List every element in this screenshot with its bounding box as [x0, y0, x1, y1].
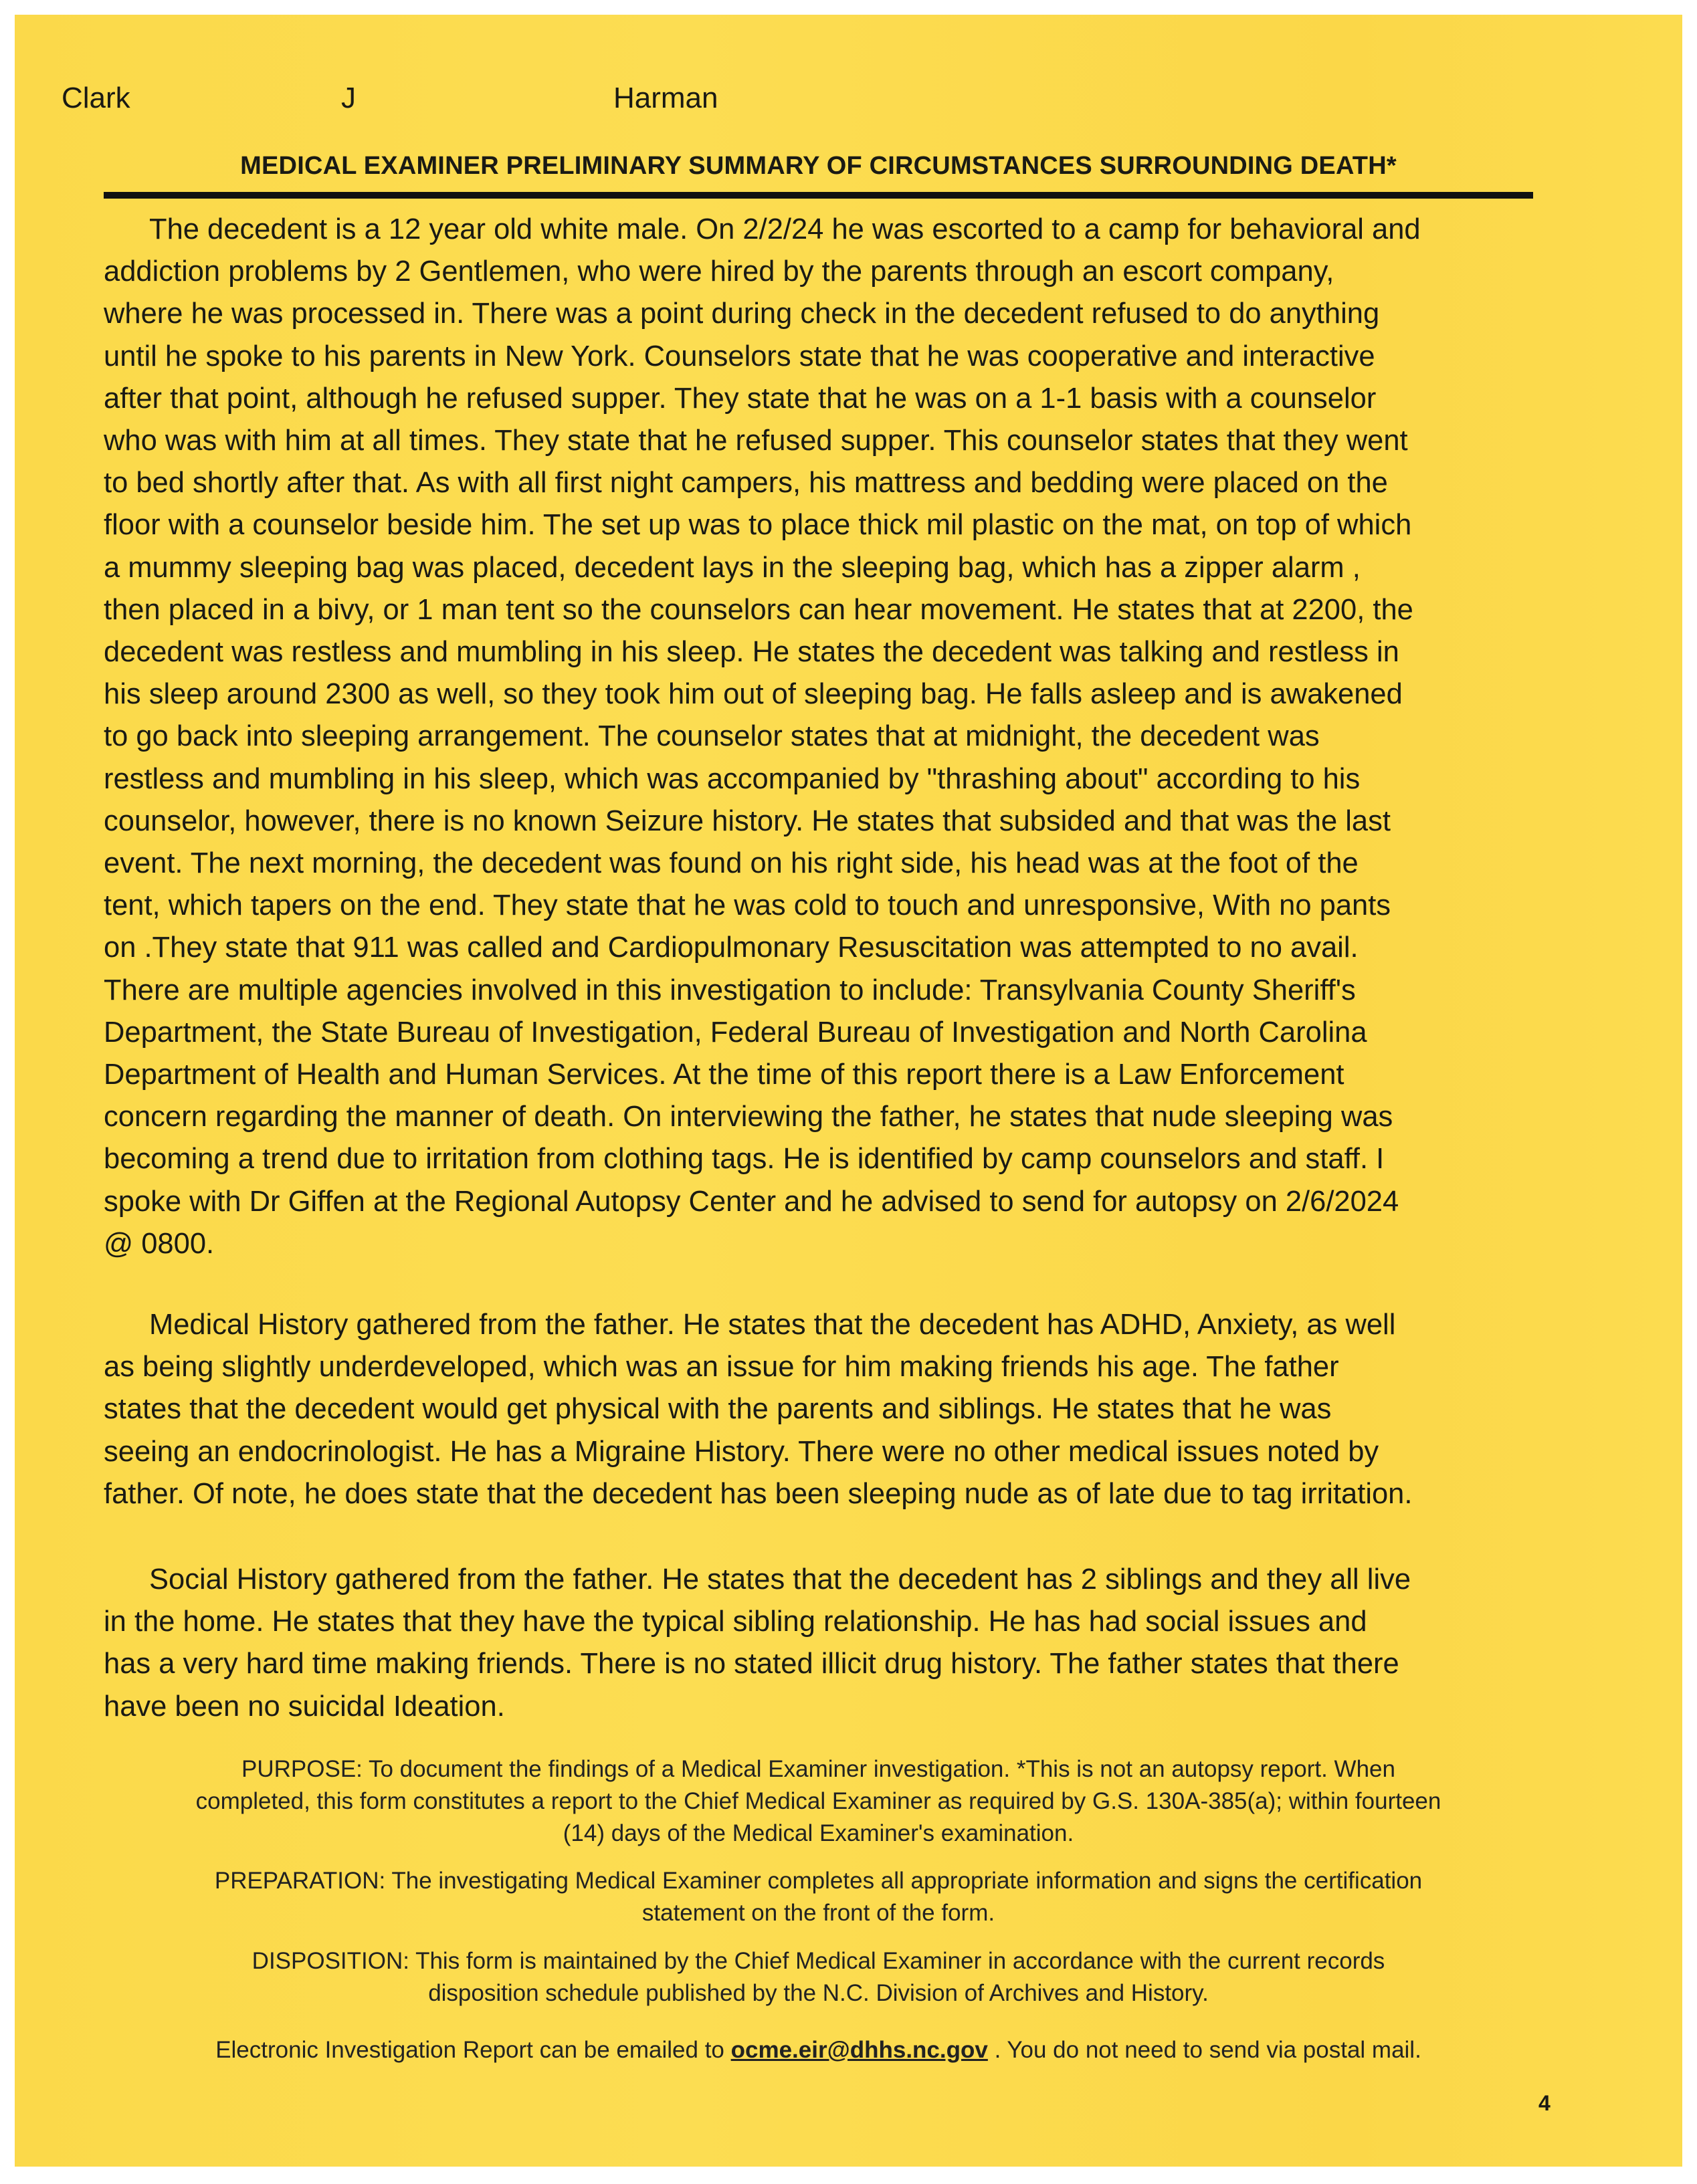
- text-line: seeing an endocrinologist. He has a Migraine History. There were no other medical issues noted by: [104, 1435, 1379, 1468]
- text-line: spoke with Dr Giffen at the Regional Autopsy Center and he advised to send for autopsy on 2/6/2024: [104, 1185, 1399, 1218]
- text-line: Social History gathered from the father. He states that the decedent has 2 siblings and they all live: [149, 1563, 1411, 1596]
- text-line: then placed in a bivy, or 1 man tent so the counselors can hear movement. He states that at 2200, the: [104, 593, 1413, 626]
- text-line: There are multiple agencies involved in this investigation to include: Transylvania County Sheriff's: [104, 974, 1356, 1006]
- note-line: PREPARATION: The investigating Medical Examiner completes all appropriate information and signs the certification: [214, 1868, 1423, 1894]
- disposition-note: [104, 1945, 1533, 2009]
- text-line: to go back into sleeping arrangement. The counselor states that at midnight, the decedent was: [104, 720, 1320, 753]
- email-note-suffix: . You do not need to send via postal mail.: [987, 2037, 1421, 2063]
- text-line: becoming a trend due to irritation from clothing tags. He is identified by camp counselors and staff. I: [104, 1143, 1385, 1176]
- text-line: decedent was restless and mumbling in his sleep. He states the decedent was talking and restless in: [104, 636, 1399, 669]
- text-line: until he spoke to his parents in New York. Counselors state that he was cooperative and interactive: [104, 340, 1375, 372]
- preparation-note: [104, 1865, 1533, 1929]
- text-line: floor with a counselor beside him. The set up was to place thick mil plastic on the mat, on top of which: [104, 509, 1412, 542]
- text-line: Medical History gathered from the father. He states that the decedent has ADHD, Anxiety, as well: [149, 1309, 1396, 1341]
- email-note: [104, 2034, 1533, 2066]
- text-line: Department, the State Bureau of Investigation, Federal Bureau of Investigation and North Carolina: [104, 1016, 1367, 1049]
- text-line: Department of Health and Human Services. At the time of this report there is a Law Enforcement: [104, 1059, 1344, 1091]
- text-line: addiction problems by 2 Gentlemen, who were hired by the parents through an escort company,: [104, 255, 1334, 288]
- document-title: MEDICAL EXAMINER PRELIMINARY SUMMARY OF CIRCUMSTANCES SURROUNDING DEATH*: [240, 152, 1397, 180]
- text-line: counselor, however, there is no known Seizure history. He states that subsided and that was the last: [104, 804, 1391, 837]
- text-line: have been no suicidal Ideation.: [104, 1690, 505, 1723]
- text-line: to bed shortly after that. As with all first night campers, his mattress and bedding were placed on the: [104, 467, 1388, 500]
- header-last-name: Clark: [62, 82, 130, 114]
- document-page: [15, 15, 1682, 2167]
- text-line: event. The next morning, the decedent was found on his right side, his head was at the foot of the: [104, 847, 1359, 880]
- note-line: statement on the front of the form.: [641, 1900, 995, 1926]
- title-rule: [104, 192, 1533, 199]
- text-line: after that point, although he refused supper. They state that he was on a 1-1 basis with a counselor: [104, 382, 1377, 415]
- note-line: disposition schedule published by the N.C. Division of Archives and History.: [428, 1980, 1209, 2006]
- text-line: states that the decedent would get physical with the parents and siblings. He states that he was: [104, 1393, 1332, 1426]
- text-line: concern regarding the manner of death. On interviewing the father, he states that nude sleeping was: [104, 1101, 1393, 1133]
- text-line: where he was processed in. There was a point during check in the decedent refused to do anything: [104, 298, 1380, 330]
- purpose-note: [104, 1753, 1533, 1850]
- text-line: a mummy sleeping bag was placed, decedent lays in the sleeping bag, which has a zipper alarm ,: [104, 551, 1361, 584]
- text-line: father. Of note, he does state that the decedent has been sleeping nude as of late due to tag irritation.: [104, 1477, 1413, 1510]
- text-line: who was with him at all times. They state that he refused supper. This counselor states that they went: [104, 425, 1408, 457]
- text-line: in the home. He states that they have the typical sibling relationship. He has had social issues and: [104, 1606, 1367, 1638]
- text-line: on .They state that 911 was called and Cardiopulmonary Resuscitation was attempted to no avail.: [104, 932, 1359, 964]
- text-line: has a very hard time making friends. There is no stated illicit drug history. The father states that there: [104, 1648, 1399, 1680]
- text-line: as being slightly underdeveloped, which was an issue for him making friends his age. The father: [104, 1351, 1339, 1384]
- social-history-paragraph: [104, 1559, 1549, 1728]
- text-line: his sleep around 2300 as well, so they took him out of sleeping bag. He falls asleep and is awakened: [104, 678, 1403, 711]
- header-middle-initial: J: [341, 82, 356, 114]
- medical-history-paragraph: [104, 1304, 1549, 1515]
- page-number: 4: [1538, 2091, 1551, 2115]
- text-line: tent, which tapers on the end. They state that he was cold to touch and unresponsive, With no pants: [104, 889, 1391, 922]
- note-line: (14) days of the Medical Examiner's examination.: [563, 1820, 1074, 1846]
- note-line: completed, this form constitutes a report to the Chief Medical Examiner as required by G.S. 130A-385(a); within fourteen: [195, 1788, 1441, 1814]
- header-county: Harman: [613, 82, 718, 114]
- email-link[interactable]: ocme.eir@dhhs.nc.gov: [730, 2037, 988, 2063]
- narrative-paragraph: [104, 209, 1549, 1265]
- text-line: The decedent is a 12 year old white male. On 2/2/24 he was escorted to a camp for behavioral and: [149, 213, 1421, 245]
- text-line: @ 0800.: [104, 1227, 215, 1260]
- email-note-prefix: Electronic Investigation Report can be emailed to: [215, 2037, 731, 2063]
- note-line: PURPOSE: To document the findings of a Medical Examiner investigation. *This is not an autopsy report. When: [241, 1756, 1395, 1782]
- text-line: restless and mumbling in his sleep, which was accompanied by "thrashing about" according to his: [104, 762, 1361, 795]
- note-line: DISPOSITION: This form is maintained by the Chief Medical Examiner in accordance with the current records: [252, 1948, 1385, 1974]
